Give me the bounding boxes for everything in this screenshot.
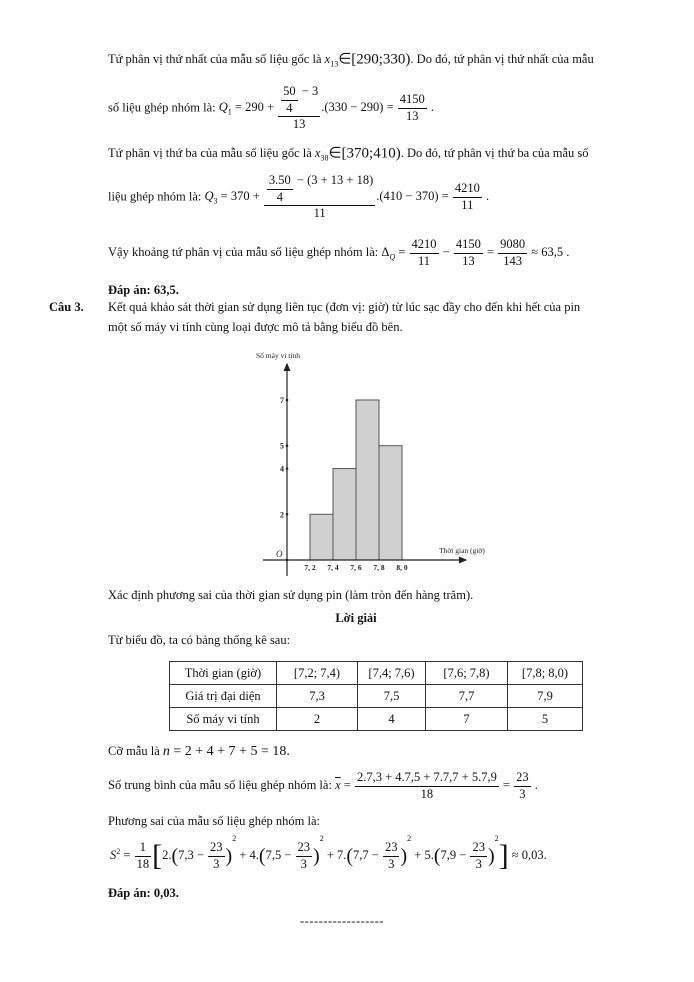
q1-symbol-sub: 1: [227, 107, 232, 117]
right-bracket: ]: [498, 839, 509, 873]
histogram-bar: [356, 400, 379, 560]
q3-result-num: 4210: [453, 181, 482, 198]
variance-symbol-sup: 2: [116, 846, 121, 856]
term-square: 2: [494, 834, 499, 843]
term-square: 2: [319, 834, 324, 843]
q1-inner-minus: − 3: [298, 84, 319, 98]
variance-eq: =: [120, 848, 134, 862]
table-cell: 7,3: [277, 685, 358, 708]
variance-prefactor: [135, 840, 152, 872]
table-cell: 2: [277, 708, 358, 731]
mean-eq2: =: [499, 778, 514, 792]
q1-inner-den: 4: [286, 100, 293, 115]
table-cell: 5: [508, 708, 583, 731]
table-cell: [7,6; 7,8): [426, 662, 508, 685]
q1-x-sub: 13: [330, 59, 339, 69]
variance-prefactor-num: 1: [135, 840, 152, 857]
variance-formula: [110, 834, 547, 873]
term-fraction-den: 3: [300, 856, 307, 871]
table-cell: 7,9: [508, 685, 583, 708]
y-tick-mark: [286, 444, 289, 447]
table-cell: 7,7: [426, 685, 508, 708]
x-tick-label: 7, 6: [350, 563, 362, 572]
table-row-header: Số máy vi tính: [170, 708, 277, 731]
term-fraction-den: 3: [213, 856, 220, 871]
prev-answer: Đáp án: 63,5.: [108, 283, 179, 297]
question-prompt: Xác định phương sai của thời gian sử dụng pin (làm tròn đến hàng trăm).: [108, 588, 474, 602]
table-cell: [7,2; 7,4): [277, 662, 358, 685]
variance-term: [424, 834, 499, 871]
table-cell: [7,8; 8,0): [508, 662, 583, 685]
q1-intro-text: Tứ phân vị thứ nhất của mẫu số liệu gốc là: [108, 52, 325, 66]
q1-mult: .(330 − 290) =: [321, 100, 397, 115]
y-tick-label: 7: [280, 395, 284, 405]
origin-point: [286, 559, 289, 562]
table-row-header: Thời gian (giờ): [170, 662, 277, 685]
term-coefficient: 7.: [337, 848, 347, 862]
question-label: Câu 3.: [49, 300, 84, 314]
mean-result-num: 23: [514, 770, 531, 787]
x-tick-label: 8, 0: [396, 563, 408, 572]
left-paren: (: [258, 845, 266, 868]
term-coefficient: 2.: [162, 848, 172, 862]
term-coefficient: 4.: [249, 848, 259, 862]
q1-interval: ∈[290;330): [338, 51, 411, 68]
mean-eq: =: [340, 778, 354, 792]
variance-term: [249, 834, 337, 871]
y-tick-mark: [286, 467, 289, 470]
term-fraction-den: 3: [475, 856, 482, 871]
mean-num: 2.7,3 + 4.7,5 + 7.7,7 + 5.7,9: [355, 770, 499, 787]
sample-size-formula: [163, 744, 290, 759]
left-paren: (: [433, 845, 441, 868]
left-paren: (: [171, 845, 179, 868]
q3-inner-num: 3.50: [267, 173, 293, 190]
y-tick-label: 5: [280, 441, 284, 451]
question-text-line-1: Kết quả khảo sát thời gian sử dụng liên tục (đơn vị: giờ) từ lúc sạc đầy cho đến khi hết của pin: [108, 300, 581, 314]
right-paren: ): [313, 845, 320, 868]
iqr-approx: ≈ 63,5 .: [528, 245, 570, 259]
x-ticks-group: [304, 563, 408, 572]
x-tick-label: 7, 2: [304, 563, 316, 572]
q1-inner-num: 50: [281, 84, 298, 101]
section-separator: ------------------: [300, 914, 384, 928]
variance-result: ≈ 0,03.: [508, 848, 547, 862]
term-fraction: [470, 840, 487, 872]
iqr-text: Vậy khoảng tứ phân vị của mẫu số liệu ghép nhóm là:: [108, 245, 382, 259]
x-tick-label: 7, 4: [327, 563, 339, 572]
q1-formula-text: số liệu ghép nhóm là:: [108, 100, 219, 115]
term-fraction-num: 23: [470, 840, 487, 857]
iqr-f2-num: 4150: [454, 237, 483, 254]
iqr-f3-den: 143: [503, 253, 523, 268]
term-fraction-num: 23: [296, 840, 313, 857]
y-tick-mark: [286, 399, 289, 402]
q3-inner-den: 4: [276, 189, 283, 204]
q3-symbol-sub: 3: [213, 196, 218, 206]
y-tick-mark: [286, 513, 289, 516]
q3-eq: = 370 +: [217, 189, 263, 204]
term-plus: +: [323, 848, 337, 862]
x-axis-label: Thời gian (giờ): [439, 546, 485, 555]
right-paren: ): [487, 845, 495, 868]
variance-symbol: S: [110, 848, 117, 862]
q3-interval: ∈[370;410): [328, 145, 401, 162]
term-square: 2: [407, 834, 412, 843]
right-paren: ): [400, 845, 408, 868]
term-fraction: [208, 840, 225, 872]
table-cell: [7,4; 7,6): [358, 662, 426, 685]
histogram-bar: [333, 469, 356, 560]
variance-line: [110, 834, 547, 872]
q1-result-den: 13: [406, 108, 419, 123]
table-row-header: Giá trị đại diện: [170, 685, 277, 708]
table-cell: 7,5: [358, 685, 426, 708]
y-tick-label: 2: [280, 510, 284, 520]
q3-intro-text-2: . Do đó, tứ phân vị thứ ba của mẫu số: [400, 146, 589, 160]
final-answer: Đáp án: 0,03.: [108, 886, 179, 900]
sample-size-text: Cỡ mẫu là: [108, 744, 163, 758]
iqr-f1-num: 4210: [410, 237, 439, 254]
mean-result-fraction: [514, 770, 531, 802]
q3-inner-minus: − (3 + 13 + 18): [293, 173, 374, 187]
iqr-f2-den: 13: [462, 253, 475, 268]
left-paren: (: [346, 845, 354, 868]
q1-symbol: Q: [218, 100, 228, 115]
q3-x-sub: 38: [320, 153, 329, 163]
sample-size-expr: = 2 + 4 + 7 + 5 = 18.: [169, 744, 290, 759]
q3-main-den: 11: [313, 206, 326, 221]
q3-intro-text: Tứ phân vị thứ ba của mẫu số liệu gốc là: [108, 146, 315, 160]
y-tick-label: 4: [280, 464, 284, 474]
q3-x: x: [314, 146, 321, 160]
variance-prefactor-den: 18: [136, 856, 150, 871]
q3-formula-text: liệu ghép nhóm là:: [108, 189, 205, 204]
statistics-table: [169, 661, 583, 731]
sample-size-line: [108, 744, 290, 760]
right-paren: ): [225, 845, 233, 868]
iqr-eq2: =: [483, 245, 498, 259]
table-cell: 4: [358, 708, 426, 731]
table-row: [170, 662, 583, 685]
term-fraction-den: 3: [388, 856, 395, 871]
term-plus: +: [411, 848, 425, 862]
term-fraction-num: 23: [208, 840, 225, 857]
iqr-minus: −: [439, 245, 453, 259]
origin-label: O: [276, 549, 283, 559]
mean-end: .: [531, 778, 538, 792]
mean-formula: [335, 770, 538, 801]
q1-main-den: 13: [292, 117, 306, 132]
variance-terms: [162, 834, 499, 871]
histogram-bar: [379, 446, 402, 560]
iqr-symbol: Δ: [381, 245, 390, 259]
solution-intro: Từ biểu đồ, ta có bảng thống kê sau:: [108, 633, 291, 647]
variance-term: [337, 834, 425, 871]
q1-intro-text-2: . Do đó, tứ phân vị thứ nhất của mẫu: [410, 52, 594, 66]
y-axis-label: Số máy vi tính: [256, 351, 300, 360]
sample-size-var: n: [162, 744, 170, 759]
mean-line: [108, 770, 538, 802]
q1-end: .: [427, 100, 435, 115]
term-value: 7,5 −: [265, 848, 295, 862]
solution-heading: Lời giải: [335, 611, 377, 625]
term-value: 7,3 −: [178, 848, 208, 862]
left-bracket: [: [152, 839, 163, 873]
term-fraction: [296, 840, 313, 872]
mean-fraction: [355, 770, 499, 802]
q3-result-den: 11: [461, 197, 474, 212]
term-square: 2: [232, 834, 237, 843]
mean-den: 18: [420, 786, 434, 801]
histogram-bar: [310, 514, 333, 560]
mean-var: $\overline{x}$: [335, 778, 341, 792]
iqr-f1-den: 11: [418, 253, 431, 268]
term-value: 7,9 −: [440, 848, 470, 862]
term-coefficient: 5.: [424, 848, 434, 862]
mean-result-den: 3: [519, 786, 526, 801]
term-fraction-num: 23: [383, 840, 400, 857]
q1-result-num: 4150: [398, 92, 427, 109]
table-row: [170, 708, 583, 731]
q1-x: x: [324, 52, 331, 66]
iqr-eq: =: [395, 245, 409, 259]
iqr-symbol-sub: Q: [389, 252, 396, 262]
question-text-line-2: một số máy vi tính cùng loại được mô tả bằng biểu đồ bên.: [108, 320, 403, 334]
x-tick-label: 7, 8: [373, 563, 385, 572]
term-value: 7,7 −: [353, 848, 382, 862]
q1-eq: = 290 +: [231, 100, 278, 115]
q3-end: .: [482, 189, 490, 204]
term-plus: +: [236, 848, 250, 862]
mean-text: Số trung bình của mẫu số liệu ghép nhóm là:: [108, 778, 336, 792]
bars-group: [310, 400, 402, 560]
variance-intro: Phương sai của mẫu số liệu ghép nhóm là:: [108, 814, 320, 828]
table-cell: 7: [426, 708, 508, 731]
table-row: [170, 685, 583, 708]
iqr-f3-num: 9080: [498, 237, 527, 254]
term-fraction: [383, 840, 400, 872]
q3-mult: .(410 − 370) =: [376, 189, 452, 204]
q3-symbol: Q: [204, 189, 214, 204]
variance-term: [162, 834, 250, 871]
